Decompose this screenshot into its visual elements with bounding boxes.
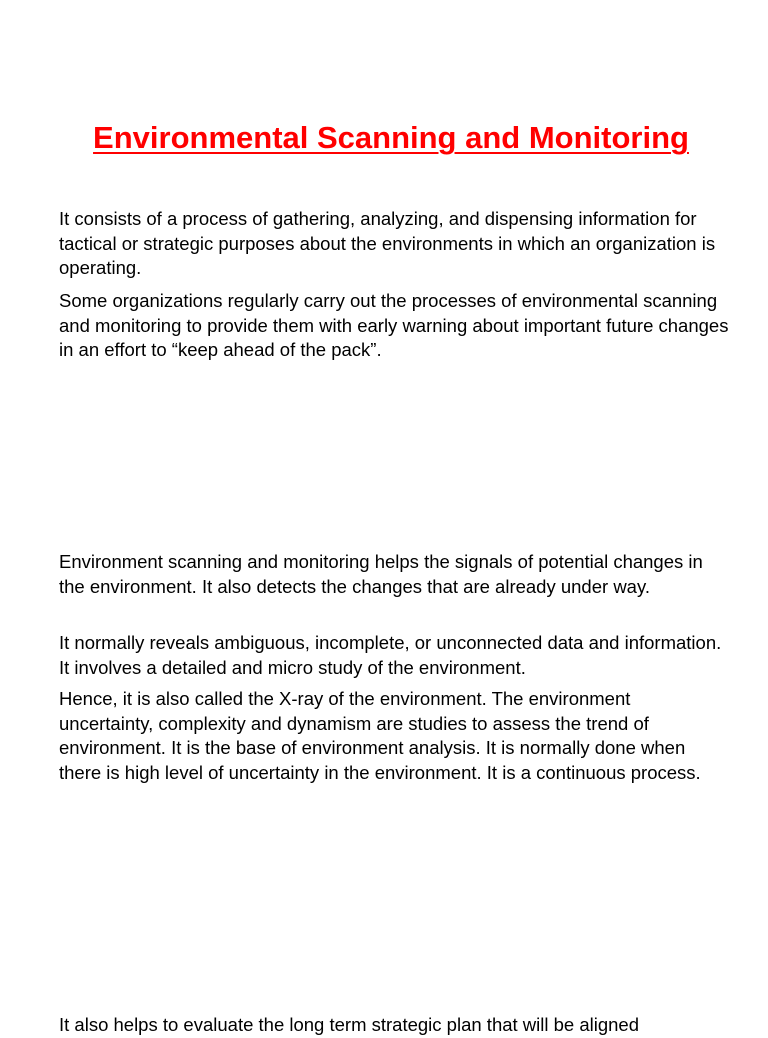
paragraph-definition: It consists of a process of gathering, analyzing, and dispensing information for tactical or strategic purposes about the environments in which an organization is operating. <box>59 208 716 278</box>
paragraph-signals: Environment scanning and monitoring helps the signals of potential changes in the environment. It also detects the changes that are already under way. <box>59 551 703 597</box>
paragraph-reveals-data: It normally reveals ambiguous, incomplete, or unconnected data and information. It involves a detailed and micro study of the environment. <box>59 632 722 678</box>
paragraph-strategic-plan-cutoff: It also helps to evaluate the long term strategic plan that will be aligned <box>59 1014 640 1035</box>
paragraph-early-warning: Some organizations regularly carry out the processes of environmental scanning and monitoring to provide them with early warning about important future changes in an effort to “keep ahead of the pack”. <box>59 290 729 360</box>
page-title: Environmental Scanning and Monitoring <box>93 120 689 155</box>
paragraph-x-ray: Hence, it is also called the X-ray of the environment. The environment uncertainty, complexity and dynamism are studies to assess the trend of environment. It is the base of environment analysis. It is normally done when there is high level of uncertainty in the environment. It is a continuous process. <box>59 688 701 783</box>
